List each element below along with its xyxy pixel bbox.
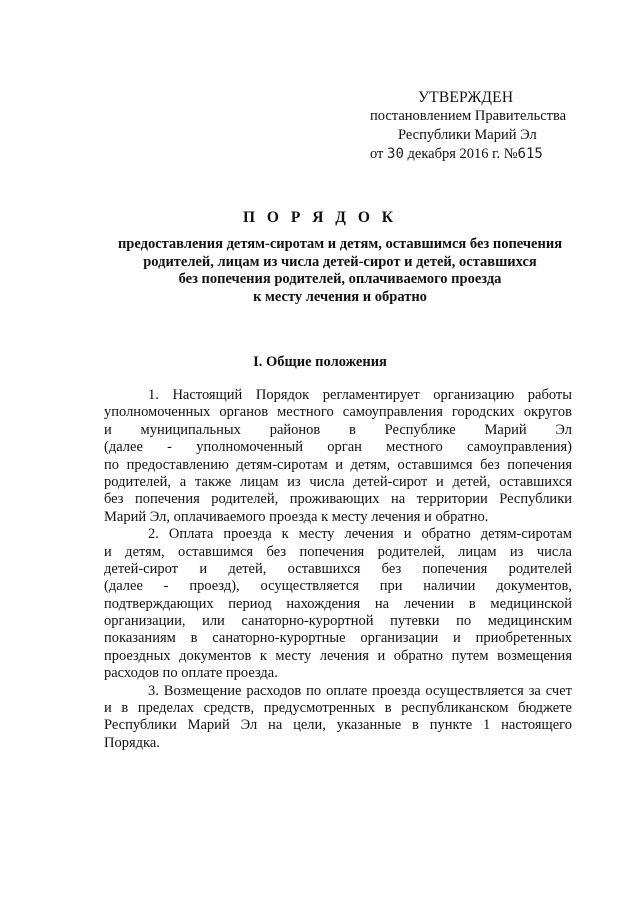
subtitle-line: к месту лечения и обратно: [253, 288, 427, 305]
paragraph-2-line: и детям, оставшимся без попечения родителей, лицам из числа: [104, 543, 572, 560]
approval-date-line: [370, 145, 590, 164]
paragraph-1-line: (далее - уполномоченный орган местного самоуправления): [104, 439, 572, 456]
paragraph-2-line: организации, или санаторно-курортной путевки по медицинским: [104, 613, 572, 630]
paragraph-1-line: родителей, а также лицам из числа детей-сирот и детей, оставшихся: [104, 473, 572, 490]
paragraph-3-line: и в пределах средств, предусмотренных в республиканском бюджете: [104, 700, 572, 717]
date-rest: декабря 2016 г. №: [407, 146, 518, 162]
paragraph-2-line: показаниям в санаторно-курортные организации и приобретенных: [104, 630, 572, 647]
decree-number: 615: [517, 146, 543, 162]
approval-republic-line: Республики Марий Эл: [398, 127, 537, 143]
date-day: 30: [387, 146, 404, 162]
paragraph-2-line: проездных документов к месту лечения и обратно путем возмещения: [104, 647, 572, 664]
paragraph-2-line: расходов по оплате проезда.: [104, 665, 278, 682]
document-subtitle: [108, 236, 572, 306]
approval-issuer-line: постановлением Правительства: [370, 108, 567, 124]
subtitle-line: предоставления детям-сиротам и детям, оставшимся без попечения: [117, 236, 563, 252]
paragraph-1-line: по предоставлению детям-сиротам и детям, оставшимся без попечения: [104, 456, 572, 473]
approval-title: УТВЕРЖДЕН: [418, 89, 514, 106]
paragraph-3-line: Порядка.: [104, 734, 160, 751]
paragraph-1-line: 1. Настоящий Порядок регламентирует организацию работы: [148, 387, 572, 403]
approval-stamp: [370, 88, 590, 164]
paragraph-1-line: без попечения родителей, проживающих на территории Республики: [104, 491, 572, 508]
paragraph-2-line: подтверждающих период нахождения на лечении в медицинской: [104, 595, 572, 612]
document-title: П О Р Я Д О К: [243, 209, 397, 226]
subtitle-line: без попечения родителей, оплачиваемого проезда: [178, 271, 502, 287]
paragraph-1-line: Марий Эл, оплачиваемого проезда к месту лечения и обратно.: [104, 508, 489, 525]
paragraph-3-line: Республики Марий Эл на цели, указанные в пункте 1 настоящего: [104, 717, 572, 734]
paragraph-1-line: и муниципальных районов в Республике Марий Эл: [104, 421, 572, 438]
paragraph-3-line: 3. Возмещение расходов по оплате проезда осуществляется за счет: [148, 682, 572, 699]
paragraph-2-line: детей-сирот и детей, оставшихся без попечения родителей: [104, 560, 572, 577]
paragraph-1-line: уполномоченных органов местного самоуправления городских округов: [104, 404, 572, 421]
section-heading: I. Общие положения: [253, 354, 387, 370]
paragraph-2-line: 2. Оплата проезда к месту лечения и обратно детям-сиротам: [148, 526, 572, 543]
section-body: [104, 387, 572, 752]
paragraph-2-line: (далее - проезд), осуществляется при наличии документов,: [104, 578, 572, 595]
subtitle-line: родителей, лицам из числа детей-сирот и детей, оставшихся: [143, 253, 537, 270]
date-prefix: от: [370, 146, 384, 162]
